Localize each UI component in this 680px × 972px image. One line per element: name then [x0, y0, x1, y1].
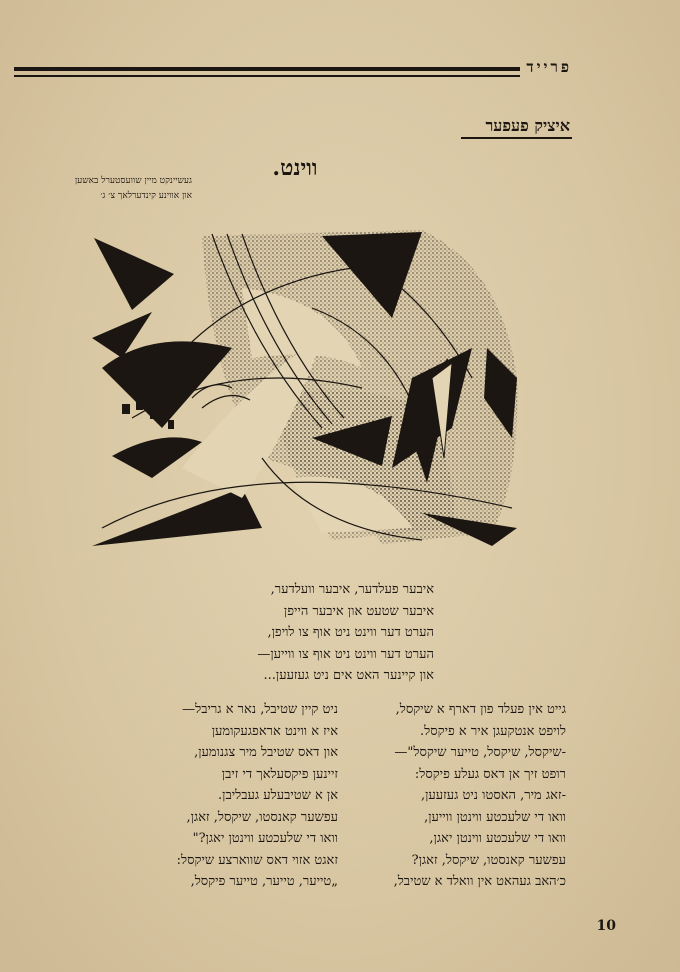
verse-line: זיינען פיקסעלאך די זיבן [221, 766, 338, 782]
verse-line: זאגט אזוי דאס שווארצע שיקסל: [176, 852, 338, 868]
verse-line: רופט זיך אן דאס געלע פיקסל: [414, 766, 566, 782]
verse-line: איבער שטעט און איבער הייפן [283, 603, 434, 619]
verse-line: אן א שטיבעלע געבליבן. [218, 788, 338, 803]
intro-stanza [257, 579, 434, 687]
verse-line: עפשער קאנסטו, שיקסל, זאגן, [186, 809, 338, 825]
verse-line: הערט דער ווינט ניט אוף צו לויפן, [267, 625, 434, 640]
cubist-wind-illustration [92, 228, 522, 550]
verse-line: איז א ווינט אראפגעקומען [211, 723, 338, 739]
verse-line: וואו די שלעכטע ווינטן ווייען, [424, 809, 566, 825]
header-rule-thin [14, 75, 520, 77]
verse-line: כ׳האב געהאט אין וואלד א שטיבל, [393, 874, 566, 889]
verse-line: הערט דער ווינט ניט אוף צו ווייען— [257, 646, 434, 662]
author-name: איציק פעפער [461, 116, 572, 139]
dedication [16, 174, 192, 204]
header-rule-thick [14, 67, 520, 71]
verse-line: „טייער, טייער, טייער פיקסל, [190, 874, 338, 889]
verse-line: וואו די שלעכטע ווינטן יאגן?" [192, 831, 338, 846]
dedication-line: און אווינע קינדערלאך צ׳ ג׳ [100, 191, 192, 201]
running-head: פרייד [526, 58, 572, 76]
dedication-line: געשיינקט מיין שוועסטערל באשען [74, 176, 192, 186]
verse-line: ניט קיין שטיבל, נאר א גריבל— [182, 702, 338, 717]
verse-line: איבער פעלדער, איבער וועלדער, [270, 582, 434, 597]
verse-line: וואו די שלעכטע ווינטן יאגן, [429, 831, 566, 846]
verse-line: גייט אין פעלד פון דארף א שיקסל, [395, 702, 566, 717]
verse-line: און קיינער האט אים ניט געזעען... [263, 668, 434, 683]
verse-column-left [177, 699, 338, 893]
verse-column-right [394, 699, 566, 893]
verse-line: און דאס שטיבל מיר צגנומען, [194, 745, 338, 760]
verse-line: עפשער קאנסטו, שיקסל, זאגן? [411, 852, 566, 868]
poem-title: ווינט. [272, 155, 318, 181]
verse-line: -זאג מיר, האסטו ניט געזעען, [420, 788, 566, 803]
verse-line: לויפט אנטקעגן איר א פיקסל. [420, 723, 566, 739]
page-number: 10 [596, 918, 616, 934]
verse-line: -שיקסל, שיקסל, טייער שיקסל"— [394, 745, 566, 760]
